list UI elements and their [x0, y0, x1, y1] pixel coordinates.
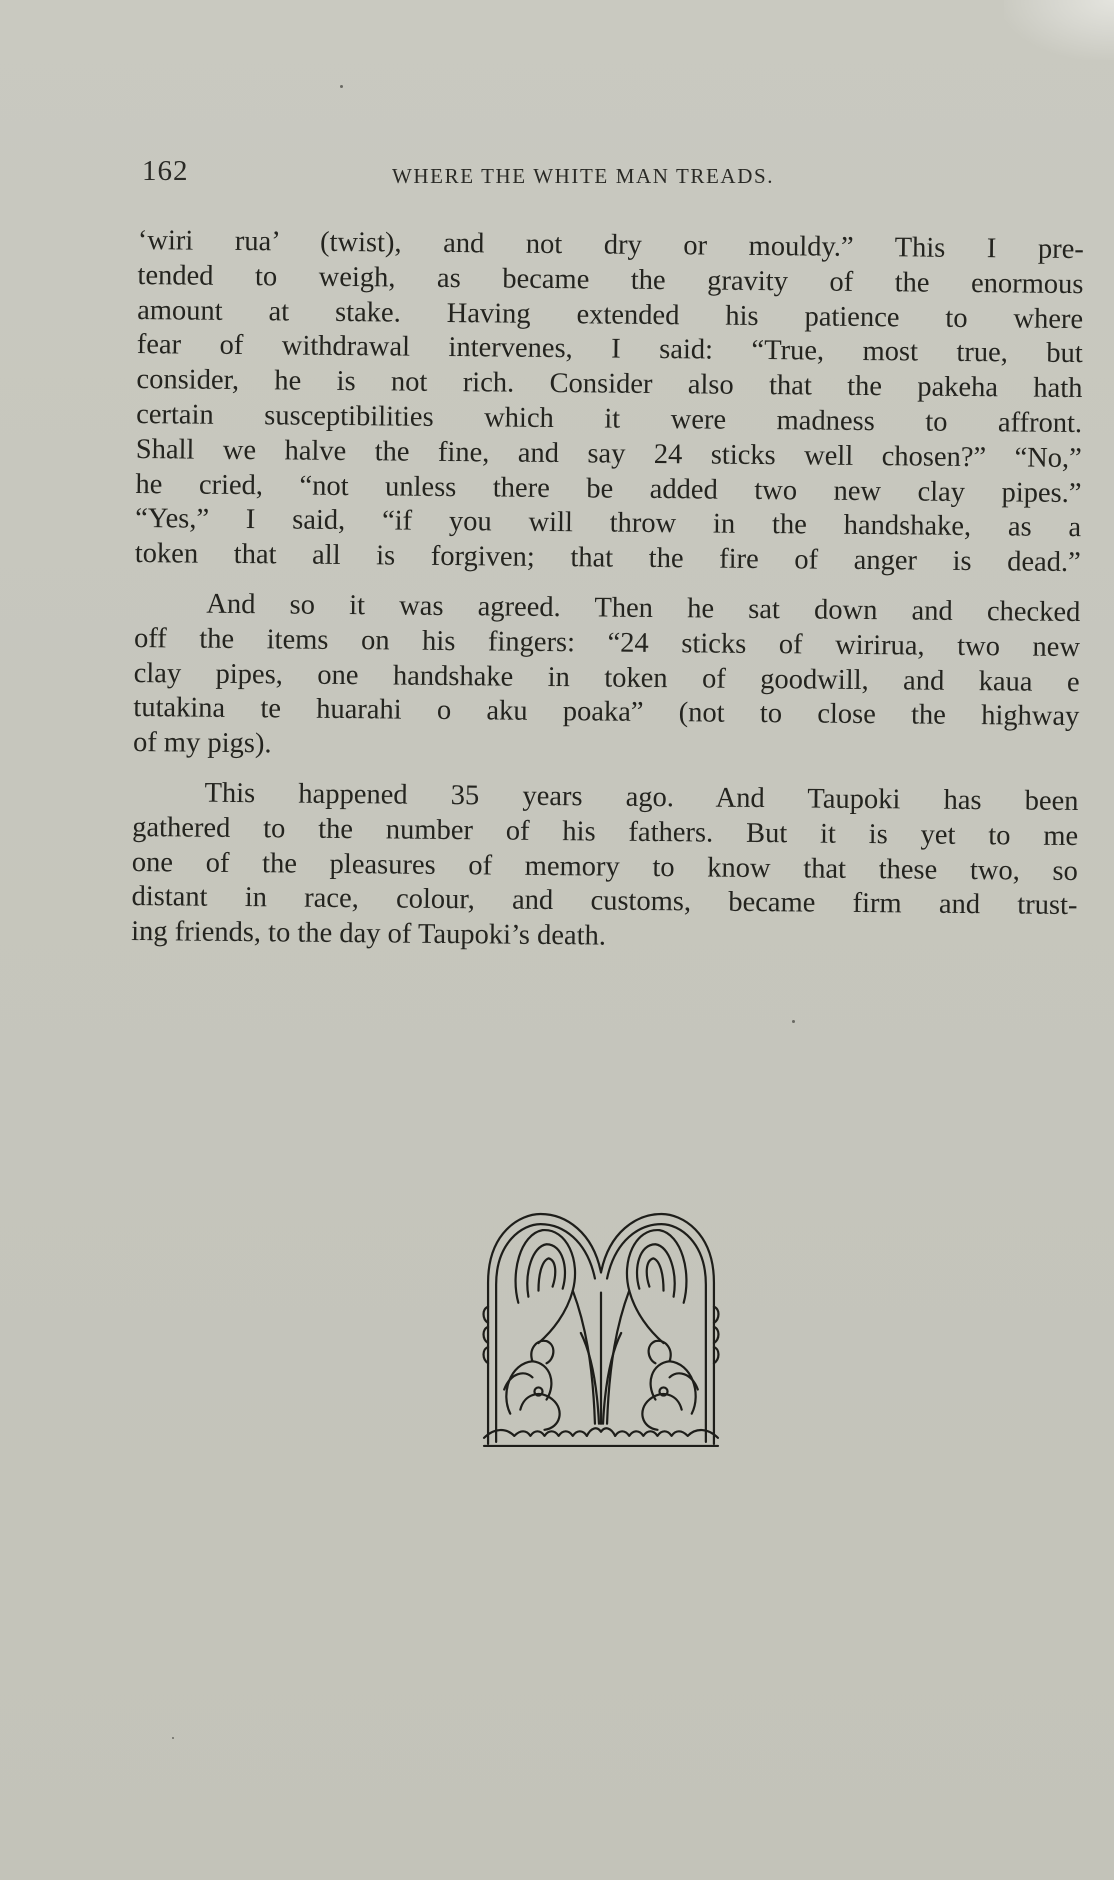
text-line: certain susceptibilities which it were madness to affront.	[136, 398, 1083, 440]
text-line: he cried, “not unless there be added two new clay pipes.”	[135, 468, 1082, 509]
paper-speck	[792, 1020, 795, 1023]
text-line: And so it was agreed. Then he sat down and checked	[206, 588, 1081, 629]
paragraph	[133, 587, 1081, 770]
text-line: distant in race, colour, and customs, became firm and trust-	[131, 881, 1078, 922]
text-line: clay pipes, one handshake in token of goodwill, and kaua e	[133, 657, 1080, 698]
text-line: This happened 35 years ago. And Taupoki has been	[204, 777, 1079, 818]
paper-speck	[340, 85, 343, 88]
page-number: 162	[142, 155, 189, 187]
text-line: ‘wiri rua’ (twist), and not dry or mouldy.” This I pre-	[137, 224, 1084, 266]
body-text	[131, 224, 1084, 959]
text-line: gathered to the number of his fathers. But it is yet to me	[132, 811, 1079, 852]
paragraph	[135, 224, 1084, 581]
text-line: “Yes,” I said, “if you will throw in the handshake, as a	[135, 503, 1082, 544]
text-line: Shall we halve the fine, and say 24 sticks well chosen?” “No,”	[135, 433, 1082, 474]
text-line: fear of withdrawal intervenes, I said: “True, most true, but	[136, 329, 1083, 370]
paragraph	[131, 776, 1079, 959]
running-head: WHERE THE WHITE MAN TREADS.	[392, 164, 775, 188]
text-line: tended to weigh, as became the gravity of the enormous	[137, 259, 1084, 300]
text-line: off the items on his fingers: “24 sticks of wirirua, two new	[133, 622, 1081, 663]
page-header	[142, 155, 1084, 195]
text-line: of my pigs).	[132, 727, 272, 760]
page-corner-stain	[1004, 0, 1114, 60]
art-nouveau-floral-tailpiece-icon	[480, 1210, 722, 1456]
paper-speck	[172, 1737, 174, 1739]
text-line: tutakina te huarahi o aku poaka” (not to close the highway	[133, 692, 1080, 733]
text-line: consider, he is not rich. Consider also that the pakeha hath	[136, 364, 1083, 405]
text-line: token that all is forgiven; that the fire of anger is dead.”	[134, 538, 1081, 579]
text-line: one of the pleasures of memory to know that these two, so	[131, 846, 1078, 887]
text-line: ing friends, to the day of Taupoki’s death.	[131, 916, 607, 952]
text-line: amount at stake. Having extended his patience to where	[137, 294, 1084, 335]
